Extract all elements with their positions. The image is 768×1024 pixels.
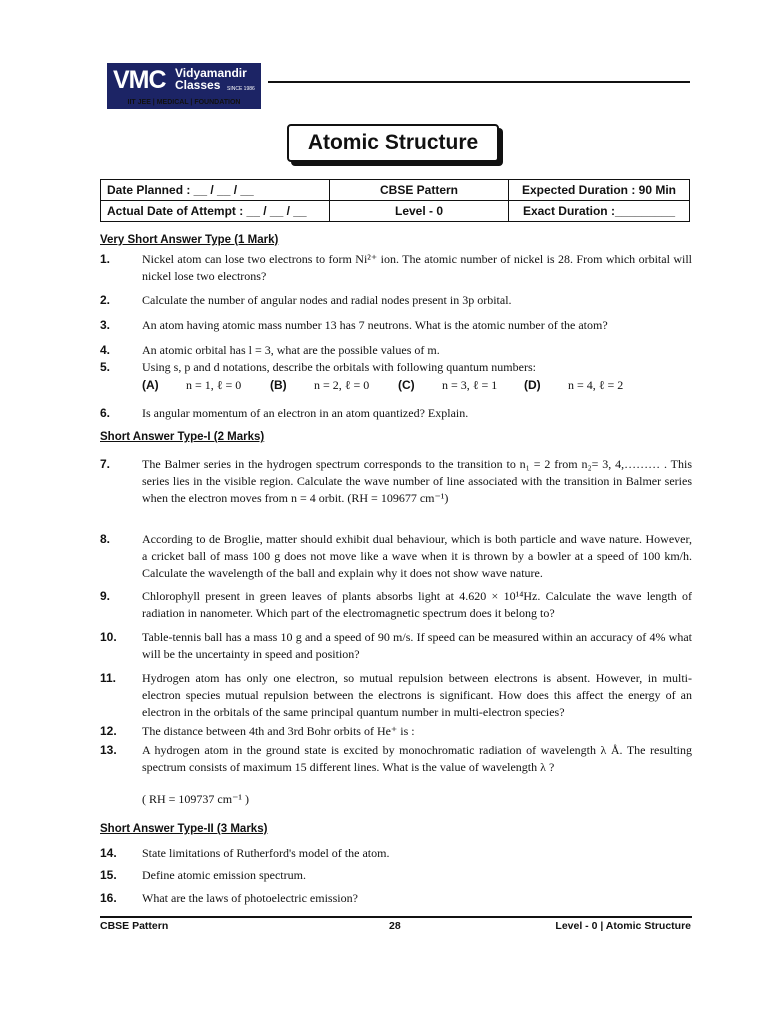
date-planned: Date Planned : __ / __ / __ bbox=[101, 180, 330, 201]
question-number: 12. bbox=[100, 724, 117, 738]
question-number: 13. bbox=[100, 743, 117, 757]
question-number: 14. bbox=[100, 846, 117, 860]
question-number: 2. bbox=[100, 293, 111, 307]
question-number: 3. bbox=[100, 318, 111, 332]
option-label: (C) bbox=[398, 378, 415, 392]
pattern: CBSE Pattern bbox=[330, 180, 509, 201]
section-heading-3: Short Answer Type-II (3 Marks) bbox=[100, 823, 268, 835]
option-value: n = 2, ℓ = 0 bbox=[314, 378, 370, 392]
question-number: 6. bbox=[100, 406, 111, 420]
logo-mark: VMC bbox=[113, 66, 166, 94]
actual-date: Actual Date of Attempt : __ / __ / __ bbox=[101, 201, 330, 222]
option-value: n = 1, ℓ = 0 bbox=[186, 378, 242, 392]
logo-tagline: IIT JEE | MEDICAL | FOUNDATION bbox=[127, 99, 241, 106]
page-number: 28 bbox=[389, 920, 401, 932]
question-text: Table-tennis ball has a mass 10 g and a speed of 90 m/s. If speed can be measured within an accuracy of 4% what will be the uncertainty in speed and position? bbox=[142, 630, 692, 661]
option-label: (B) bbox=[270, 378, 287, 392]
question-text: State limitations of Rutherford's model of the atom. bbox=[142, 846, 390, 860]
question-number: 16. bbox=[100, 891, 117, 905]
logo-name-line-1: Vidyamandir bbox=[175, 66, 247, 80]
info-row bbox=[101, 180, 690, 201]
info-row bbox=[101, 201, 690, 222]
question-text: Define atomic emission spectrum. bbox=[142, 868, 306, 882]
question-number: 4. bbox=[100, 343, 111, 357]
question-number: 7. bbox=[100, 457, 111, 471]
info-table bbox=[100, 179, 690, 222]
section-heading-2: Short Answer Type-I (2 Marks) bbox=[100, 431, 265, 443]
question-text: The Balmer series in the hydrogen spectrum corresponds to the transition to n₁ = 2 from n₂= 3, 4,……… . This series lies in the visible region. Calculate the wave number of line associated with the transition in Balmer series when the electron moves from n = 4 orbit. (RH = 109677 cm⁻¹) bbox=[142, 457, 692, 505]
option-label: (D) bbox=[524, 378, 541, 392]
footer-rule bbox=[100, 916, 692, 918]
header-rule bbox=[268, 81, 690, 83]
question-text: According to de Broglie, matter should exhibit dual behaviour, which is both particle and wave nature. However, a cricket ball of mass 100 g does not move like a wave when it is thrown by a bowler at a speed of 100 km/h. Calculate the wavelength of the ball and explain why it does not show wave nature. bbox=[142, 532, 692, 580]
question-text: Using s, p and d notations, describe the orbitals with following quantum numbers: bbox=[142, 360, 536, 374]
footer-left: CBSE Pattern bbox=[100, 920, 169, 932]
level: Level - 0 bbox=[330, 201, 509, 222]
question-text: Nickel atom can lose two electrons to form Ni²⁺ ion. The atomic number of nickel is 28. From which orbital will nickel lose two electrons? bbox=[142, 252, 692, 283]
question-text: Calculate the number of angular nodes and radial nodes present in 3p orbital. bbox=[142, 293, 512, 307]
question-text: The distance between 4th and 3rd Bohr orbits of He⁺ is : bbox=[142, 724, 415, 738]
section-heading-1: Very Short Answer Type (1 Mark) bbox=[100, 234, 279, 246]
question-text: An atomic orbital has l = 3, what are the possible values of m. bbox=[142, 343, 440, 357]
question-number: 15. bbox=[100, 868, 117, 882]
footer-right: Level - 0 | Atomic Structure bbox=[555, 920, 691, 932]
title-box bbox=[287, 124, 499, 162]
question-text: A hydrogen atom in the ground state is excited by monochromatic radiation of wavelength λ Å. The resulting spectrum consists of maximum 15 different lines. What is the value of wavelength λ ? bbox=[142, 743, 692, 774]
question-number: 1. bbox=[100, 252, 111, 266]
question-number: 8. bbox=[100, 532, 111, 546]
option-value: n = 4, ℓ = 2 bbox=[568, 378, 624, 392]
logo-name-line-2: Classes bbox=[175, 78, 221, 92]
question-text: Hydrogen atom has only one electron, so mutual repulsion between electrons is absent. However, in multi-electron species mutual repulsion between the electrons is significant. How does this affect the energy of an electron in the orbitals of the same principal quantum number in multi-electron species? bbox=[142, 671, 692, 719]
logo-since: SINCE 1986 bbox=[227, 86, 255, 92]
question-text: Chlorophyll present in green leaves of plants absorbs light at 4.620 × 10¹⁴Hz. Calculate the wave length of radiation in nanometer. Which part of the electromagnetic spectrum does it belong to? bbox=[142, 589, 692, 620]
option-label: (A) bbox=[142, 378, 159, 392]
question-text: What are the laws of photoelectric emission? bbox=[142, 891, 358, 905]
question-number: 9. bbox=[100, 589, 111, 603]
exact-duration: Exact Duration :_________ bbox=[509, 201, 690, 222]
option-value: n = 3, ℓ = 1 bbox=[442, 378, 498, 392]
question-number: 11. bbox=[100, 671, 117, 685]
question-text: An atom having atomic mass number 13 has 7 neutrons. What is the atomic number of the atom? bbox=[142, 318, 608, 332]
question-text: Is angular momentum of an electron in an atom quantized? Explain. bbox=[142, 406, 469, 420]
expected-duration: Expected Duration : 90 Min bbox=[509, 180, 690, 201]
page-title: Atomic Structure bbox=[307, 131, 479, 154]
question-number: 10. bbox=[100, 630, 117, 644]
question-number: 5. bbox=[100, 360, 111, 374]
q13-constant: ( RH = 109737 cm⁻¹ ) bbox=[142, 792, 250, 806]
